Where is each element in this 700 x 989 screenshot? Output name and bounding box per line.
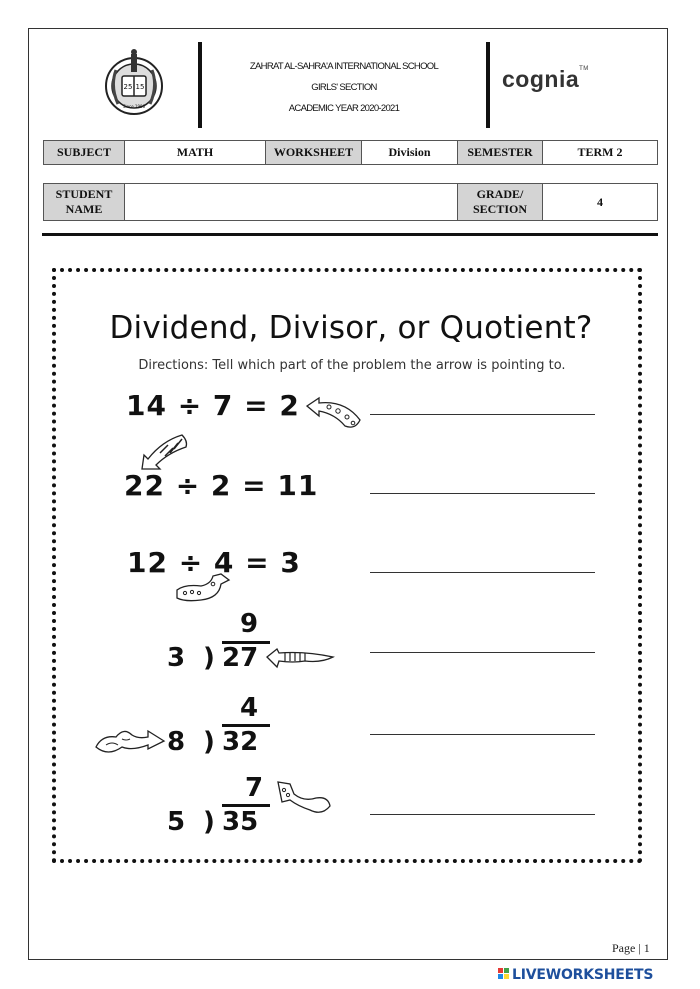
student-label-line2: NAME — [65, 202, 103, 216]
cognia-logo: cognia™ — [502, 66, 589, 92]
answer-line-1[interactable] — [370, 414, 595, 415]
arrow-2-icon — [138, 431, 190, 473]
logo-number-left: 25 — [123, 83, 133, 91]
arrow-5-icon — [92, 721, 166, 759]
school-crest-logo — [100, 46, 168, 118]
worksheet-title: Dividend, Divisor, or Quotient? — [109, 310, 593, 346]
problem-4-quotient: 9 — [240, 609, 259, 639]
liveworksheets-icon — [498, 968, 510, 980]
grade-label-line2: SECTION — [472, 202, 528, 216]
liveworksheets-brand[interactable] — [498, 967, 653, 983]
logo-number-right: 15 — [135, 83, 145, 91]
page-number: Page | 1 — [612, 941, 650, 955]
answer-line-2[interactable] — [370, 493, 595, 494]
school-name: ZAHRAT AL-SAHRA'A INTERNATIONAL SCHOOL — [249, 61, 439, 72]
subject-label: SUBJECT — [44, 141, 125, 165]
answer-line-4[interactable] — [370, 652, 595, 653]
liveworksheets-text: LIVEWORKSHEETS — [512, 967, 654, 983]
header-rule — [42, 233, 658, 236]
student-name-label — [44, 184, 125, 221]
problem-5-quotient: 4 — [240, 693, 259, 723]
info-table-subject — [43, 140, 658, 165]
problem-3-equation: 12 ÷ 4 = 3 — [127, 546, 301, 579]
info-table-student — [43, 183, 658, 221]
arrow-1-icon — [305, 396, 363, 432]
logo-caption: Since 1990 — [122, 104, 146, 109]
problem-6-quotient: 7 — [245, 773, 264, 803]
student-label-line1: STUDENT — [55, 187, 113, 201]
problem-5-bracket: ) — [203, 727, 215, 757]
header-divider-left — [198, 42, 202, 128]
semester-label: SEMESTER — [458, 141, 543, 165]
worksheet-value: Division — [362, 141, 458, 165]
semester-value: TERM 2 — [543, 141, 658, 165]
arrow-4-icon — [265, 647, 337, 671]
problem-5-dividend: 32 — [222, 727, 259, 757]
cognia-logo-text: cognia — [502, 66, 580, 92]
problem-6-divisor: 5 — [167, 807, 186, 837]
grade-section-value: 4 — [543, 184, 658, 221]
school-header — [206, 56, 482, 119]
problem-4-divisor: 3 — [167, 643, 186, 673]
problem-1-equation: 14 ÷ 7 = 2 — [126, 389, 300, 422]
problem-2-equation: 22 ÷ 2 = 11 — [124, 469, 319, 502]
answer-line-3[interactable] — [370, 572, 595, 573]
student-name-field[interactable] — [125, 184, 458, 221]
academic-year: ACADEMIC YEAR 2020-2021 — [288, 103, 400, 114]
worksheet-directions: Directions: Tell which part of the problem the arrow is pointing to. — [138, 358, 566, 373]
worksheet-label: WORKSHEET — [266, 141, 362, 165]
answer-line-5[interactable] — [370, 734, 595, 735]
school-section: GIRLS' SECTION — [311, 82, 377, 93]
grade-label-line1: GRADE/ — [476, 187, 524, 201]
subject-value: MATH — [125, 141, 266, 165]
problem-6-dividend: 35 — [222, 807, 259, 837]
arrow-3-icon — [175, 572, 231, 606]
answer-line-6[interactable] — [370, 814, 595, 815]
problem-4-bracket: ) — [203, 643, 215, 673]
problem-6-bracket: ) — [203, 807, 215, 837]
problem-4-dividend: 27 — [222, 643, 259, 673]
header-divider-right — [486, 42, 490, 128]
grade-section-label — [458, 184, 543, 221]
arrow-6-icon — [272, 780, 334, 822]
problem-5-divisor: 8 — [167, 727, 186, 757]
